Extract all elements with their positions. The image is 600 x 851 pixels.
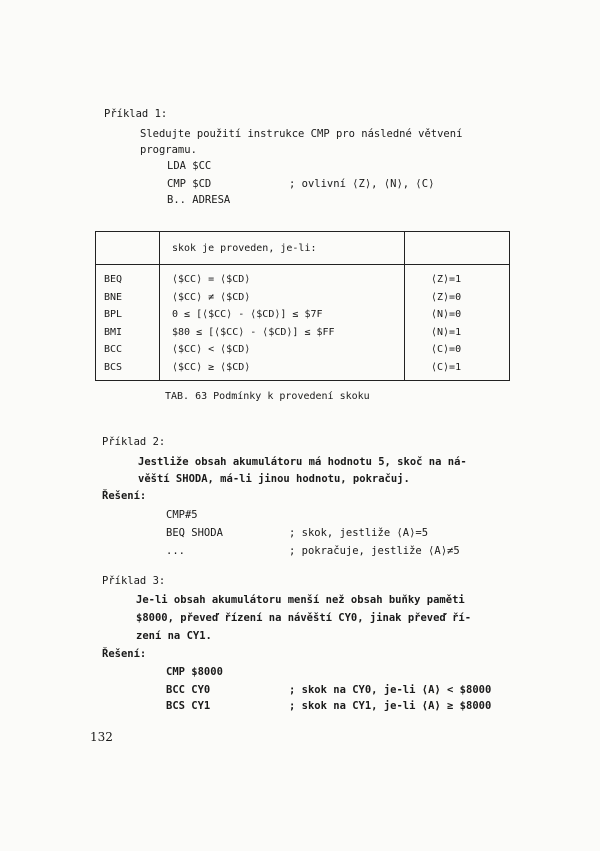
example-3-code-3: BCS CY1 (166, 700, 211, 712)
table-flag: ⟨Z⟩=1 (405, 265, 510, 289)
table-cond: 0 ≤ [⟨$CC⟩ - ⟨$CD⟩] ≤ $7F (160, 306, 405, 324)
table-header-row (96, 232, 510, 265)
jump-conditions-table (95, 231, 510, 381)
example-3-text-line-2: $8000, převeď řízení na návěští CY0, jinak převeď ří- (136, 612, 472, 624)
table-caption: TAB. 63 Podmínky k provedení skoku (165, 391, 370, 402)
example-1-code-2: CMP $CD (167, 178, 212, 190)
example-3-solution-label: Řešení: (102, 648, 147, 660)
table-cond: ⟨$CC⟩ ≥ ⟨$CD⟩ (160, 359, 405, 381)
example-2-text-line-2: věští SHODA, má-li jinou hodnotu, pokračuj. (138, 473, 410, 485)
table-header-cell: skok je proveden, je-li: (160, 232, 405, 265)
table-op: BCS (96, 359, 160, 381)
example-1-code-1: LDA $CC (167, 160, 212, 172)
page-number: 132 (90, 730, 113, 744)
table-row (96, 341, 510, 359)
example-1-title: Příklad 1: (104, 108, 168, 120)
table-cond: $80 ≤ [⟨$CC⟩ - ⟨$CD⟩] ≤ $FF (160, 324, 405, 342)
table-flag: ⟨Z⟩=0 (405, 289, 510, 307)
example-3-text-line-3: zení na CY1. (136, 630, 212, 642)
table-row (96, 359, 510, 381)
table-row (96, 289, 510, 307)
example-2-title: Příklad 2: (102, 436, 166, 448)
table-op: BEQ (96, 265, 160, 289)
example-2-code-1: CMP#5 (166, 509, 198, 521)
table-cond: ⟨$CC⟩ < ⟨$CD⟩ (160, 341, 405, 359)
table-cond: ⟨$CC⟩ = ⟨$CD⟩ (160, 265, 405, 289)
table-flag: ⟨N⟩=1 (405, 324, 510, 342)
table-flag: ⟨C⟩=0 (405, 341, 510, 359)
example-2-code-2-comment: ; skok, jestliže ⟨A⟩=5 (289, 527, 429, 539)
table-op: BPL (96, 306, 160, 324)
example-2-code-3-comment: ; pokračuje, jestliže ⟨A⟩≠5 (289, 545, 460, 557)
example-2-solution-label: Řešení: (102, 490, 147, 502)
example-1-code-3: B.. ADRESA (167, 194, 231, 206)
table-row (96, 324, 510, 342)
table-flag: ⟨C⟩=1 (405, 359, 510, 381)
example-2-code-3: ... (166, 545, 185, 557)
table-row (96, 265, 510, 289)
table-row (96, 306, 510, 324)
example-1-text-line-1: Sledujte použití instrukce CMP pro následné větvení (140, 128, 463, 140)
example-2-code-2: BEQ SHODA (166, 527, 223, 539)
example-3-code-1: CMP $8000 (166, 666, 223, 678)
table-flag: ⟨N⟩=0 (405, 306, 510, 324)
example-3-text-line-1: Je-li obsah akumulátoru menší než obsah buňky paměti (136, 594, 465, 606)
example-3-title: Příklad 3: (102, 575, 166, 587)
example-3-code-2: BCC CY0 (166, 684, 211, 696)
example-2-text-line-1: Jestliže obsah akumulátoru má hodnotu 5, skoč na ná- (138, 456, 467, 468)
example-1-text-line-2: programu. (140, 144, 197, 156)
table-op: BMI (96, 324, 160, 342)
example-3-code-2-comment: ; skok na CY0, je-li ⟨A⟩ < $8000 (289, 684, 492, 696)
example-3-code-3-comment: ; skok na CY1, je-li ⟨A⟩ ≥ $8000 (289, 700, 492, 712)
table-cond: ⟨$CC⟩ ≠ ⟨$CD⟩ (160, 289, 405, 307)
table-op: BCC (96, 341, 160, 359)
example-1-code-2-comment: ; ovlivní ⟨Z⟩, ⟨N⟩, ⟨C⟩ (289, 178, 435, 190)
table-op: BNE (96, 289, 160, 307)
